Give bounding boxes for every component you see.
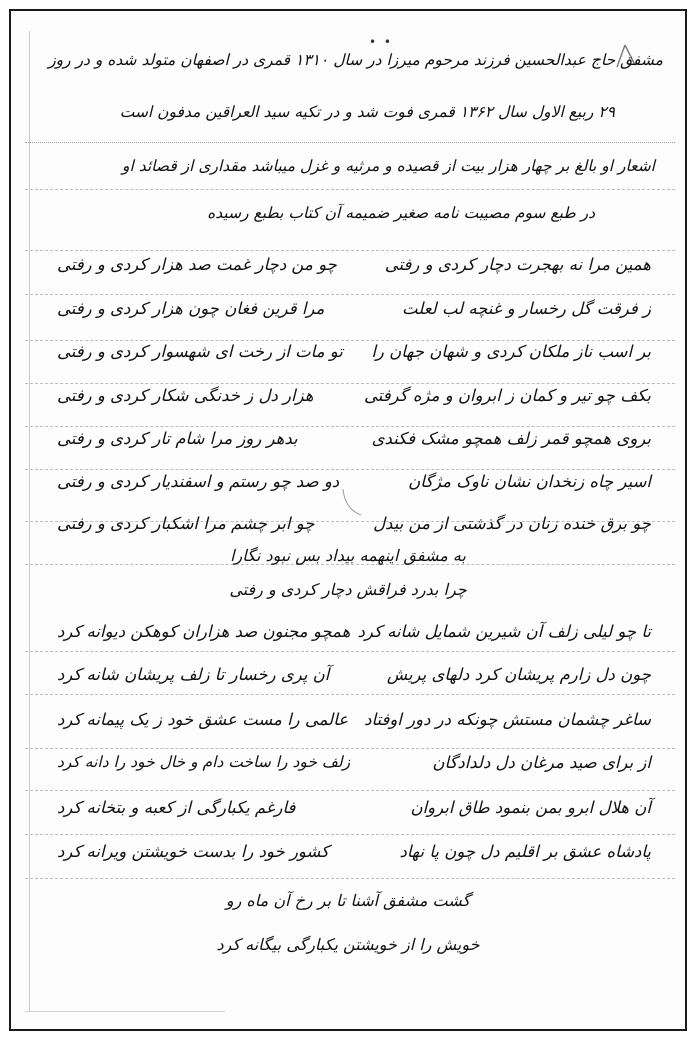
pen-stroke-mark bbox=[341, 487, 363, 517]
poem1-hemistich-right: بروی همچو قمر زلف همچو مشک فکندی bbox=[371, 429, 651, 448]
ruled-line bbox=[25, 383, 675, 384]
poem1-hemistich-left: دو صد چو رستم و اسفندیار کردی و رفتی bbox=[57, 472, 340, 491]
poem2-closing-line-1: گشت مشفق آشنا تا بر رخ آن ماه رو bbox=[225, 891, 471, 910]
poem2-hemistich-right: آن هلال ابرو بمن بنمود طاق ابروان bbox=[410, 798, 651, 817]
ruled-line bbox=[25, 469, 675, 470]
poem1-hemistich-left: بدهر روز مرا شام تار کردی و رفتی bbox=[57, 429, 298, 448]
ruled-line bbox=[25, 340, 675, 341]
poem1-hemistich-left: هزار دل ز خدنگی شکار کردی و رفتی bbox=[57, 386, 314, 405]
poem2-hemistich-left: همچو مجنون صد هزاران کوهکن دیوانه کرد bbox=[57, 622, 351, 641]
poem1-hemistich-right: اسیر چاه زنخدان نشان ناوک مژگان bbox=[408, 472, 651, 491]
poem1-closing-line-1: به مشفق اینهمه بیداد بس نبود نگارا bbox=[230, 546, 466, 565]
poem1-hemistich-right: بکف چو تیر و کمان ز ابروان و مژه گرفتی bbox=[364, 386, 651, 405]
ruled-line bbox=[25, 748, 675, 749]
poem2-hemistich-left: کشور خود را بدست خویشتن ویرانه کرد bbox=[57, 842, 330, 861]
poem1-hemistich-right: ز فرقت گل رخسار و غنچه لب لعلت bbox=[402, 299, 651, 318]
ruled-line bbox=[25, 426, 675, 427]
poem1-hemistich-left: چو ابر چشم مرا اشکبار کردی و رفتی bbox=[57, 514, 315, 533]
ruled-line bbox=[25, 651, 675, 652]
poem2-hemistich-right: ساغر چشمان مستش چونکه در دور اوفتاد bbox=[364, 710, 651, 729]
poem1-hemistich-left: چو من دچار غمت صد هزار کردی و رفتی bbox=[57, 255, 337, 274]
poem1-hemistich-left: تو مات از رخت ای شهسوار کردی و رفتی bbox=[57, 342, 343, 361]
ruled-line bbox=[25, 878, 675, 879]
ruled-line bbox=[25, 790, 675, 791]
poem1-hemistich-right: همین مرا نه بهجرت دچار کردی و رفتی bbox=[384, 255, 651, 274]
header-line-2: ۲۹ ربیع الاول سال ۱۳۶۲ قمری فوت شد و در تکیه سید العراقین مدفون است bbox=[119, 103, 615, 121]
poem2-hemistich-left: آن پری رخسار تا زلف پریشان شانه کرد bbox=[57, 665, 330, 684]
poem1-hemistich-left: مرا قرین فغان چون هزار کردی و رفتی bbox=[57, 299, 325, 318]
poem2-hemistich-left: عالمی را مست عشق خود ز یک پیمانه کرد bbox=[57, 710, 349, 729]
poem2-hemistich-right: تا چو لیلی زلف آن شیرین شمایل شانه کرد bbox=[357, 622, 651, 641]
manuscript-page bbox=[9, 9, 687, 1031]
ruled-line bbox=[25, 189, 675, 190]
ruled-line bbox=[25, 250, 675, 251]
poem2-hemistich-left: فارغم یکبارگی از کعبه و بتخانه کرد bbox=[57, 798, 296, 817]
poem1-hemistich-right: چو برق خنده زنان در گذشتی از من بیدل bbox=[373, 514, 651, 533]
poem2-hemistich-left: زلف خود را ساخت دام و خال خود را دانه کرد bbox=[57, 753, 351, 771]
ruled-line bbox=[25, 142, 675, 143]
ruled-line bbox=[25, 294, 675, 295]
poem2-hemistich-right: پادشاه عشق بر اقلیم دل چون پا نهاد bbox=[399, 842, 651, 861]
header-line-4: در طبع سوم مصیبت نامه صغیر ضمیمه آن کتاب بطبع رسیده bbox=[207, 204, 595, 222]
poem2-hemistich-right: از برای صید مرغان دل دلدادگان bbox=[432, 753, 651, 772]
poem2-hemistich-right: چون دل زارم پریشان کرد دلهای پریش bbox=[386, 665, 651, 684]
poem1-closing-line-2: چرا بدرد فراقش دچار کردی و رفتی bbox=[229, 580, 467, 599]
ruled-line bbox=[25, 834, 675, 835]
bottom-smudge-line bbox=[25, 1011, 225, 1012]
poem1-hemistich-right: بر اسب ناز ملکان کردی و شهان جهان را bbox=[371, 342, 651, 361]
poem2-closing-line-2: خویش را از خویشتن یکبارگی بیگانه کرد bbox=[216, 935, 480, 954]
header-line-1: مشفق حاج عبدالحسین فرزند مرحوم میرزا در سال ۱۳۱۰ قمری در اصفهان متولد شده و در روز bbox=[48, 51, 663, 69]
header-line-3: اشعار او بالغ بر چهار هزار بیت از قصیده و مرثیه و غزل میباشد مقداری از قصائد او bbox=[121, 157, 655, 175]
ruled-line bbox=[25, 694, 675, 695]
ink-dots: • • bbox=[369, 35, 393, 49]
